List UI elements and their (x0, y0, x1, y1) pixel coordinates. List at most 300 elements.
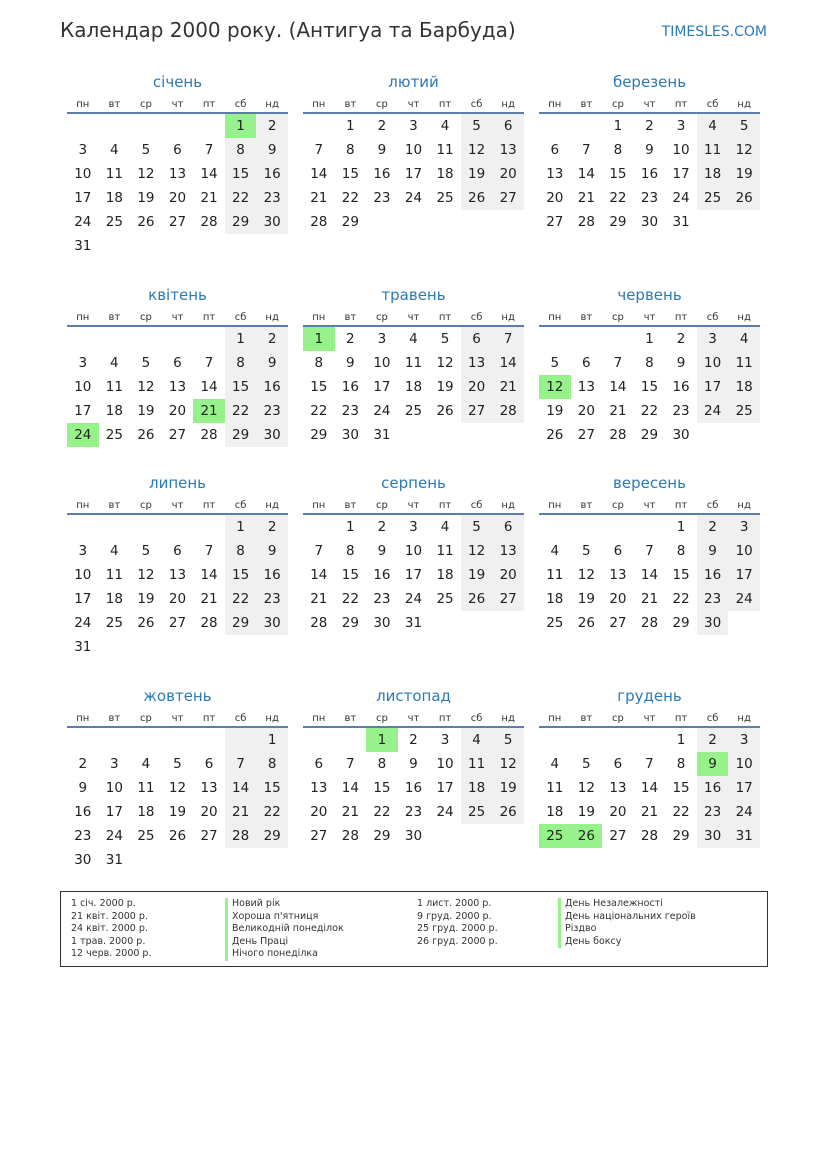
week-row (303, 515, 524, 539)
day-cell: 22 (225, 399, 257, 423)
day-cell: 19 (546, 403, 564, 419)
day-cell: 31 (105, 852, 123, 868)
empty-day-cell (99, 114, 131, 138)
day-cell: 19 (461, 563, 493, 587)
empty-day-cell (492, 423, 524, 447)
day-cell: 6 (314, 756, 324, 772)
month-name: лютий (388, 73, 439, 91)
week-row (303, 186, 524, 210)
day-cell: 5 (141, 543, 151, 559)
day-cell: 10 (404, 142, 423, 158)
day-cell: 21 (225, 800, 257, 824)
day-cell: 17 (436, 780, 454, 796)
day-cell: 10 (105, 780, 123, 796)
week-row (303, 824, 524, 848)
day-cell: 22 (256, 800, 288, 824)
day-cell: 20 (577, 403, 595, 419)
month-11 (303, 686, 524, 848)
day-cell: 23 (404, 804, 423, 820)
holiday-day-cell: 12 (539, 375, 571, 399)
day-cell: 12 (168, 780, 187, 796)
day-cell: 22 (310, 403, 328, 419)
weekday-label: вт (344, 713, 357, 724)
month-name: жовтень (143, 687, 212, 705)
week-row (67, 800, 288, 824)
day-cell: 21 (341, 804, 359, 820)
weekday-label: ср (611, 500, 624, 511)
week-row (539, 351, 760, 375)
day-cell: 13 (310, 780, 328, 796)
empty-day-cell (162, 327, 194, 351)
day-cell: 18 (436, 567, 454, 583)
day-cell: 26 (137, 214, 155, 230)
weekday-label: нд (737, 312, 751, 323)
day-cell: 3 (110, 756, 119, 772)
empty-day-cell (225, 234, 257, 258)
weekday-label: ср (611, 99, 624, 110)
day-cell: 11 (137, 780, 155, 796)
weekday-label: пт (674, 713, 688, 724)
empty-day-cell (429, 423, 461, 447)
weekday-label: ср (375, 312, 388, 323)
weekday-label: пт (438, 99, 452, 110)
day-cell: 13 (168, 379, 187, 395)
week-row (67, 423, 288, 447)
weekday-header (539, 493, 760, 515)
day-cell: 20 (492, 563, 524, 587)
day-cell: 23 (256, 186, 288, 210)
empty-day-cell (67, 728, 99, 752)
empty-day-cell (398, 210, 430, 234)
day-cell: 19 (137, 591, 155, 607)
day-cell: 9 (256, 351, 288, 375)
day-cell: 1 (346, 519, 355, 535)
week-row (539, 423, 760, 447)
month-7 (67, 473, 288, 659)
day-cell: 11 (105, 379, 123, 395)
day-cell: 27 (577, 427, 595, 443)
weekday-label: пт (202, 99, 216, 110)
day-cell: 6 (550, 142, 560, 158)
day-cell: 11 (697, 138, 729, 162)
empty-day-cell (634, 515, 666, 539)
empty-day-cell (492, 210, 524, 234)
day-cell: 20 (200, 804, 218, 820)
day-cell: 20 (461, 375, 493, 399)
weekday-label: чт (171, 713, 184, 724)
day-cell: 15 (609, 166, 627, 182)
day-cell: 5 (728, 114, 760, 138)
month-name: серпень (381, 474, 446, 492)
weekday-label: ср (375, 99, 388, 110)
day-cell: 28 (640, 828, 659, 844)
empty-day-cell (602, 728, 634, 752)
day-cell: 21 (310, 190, 328, 206)
day-cell: 29 (256, 824, 288, 848)
day-cell: 14 (310, 567, 328, 583)
day-cell: 17 (404, 567, 423, 583)
day-cell: 29 (341, 615, 359, 631)
day-cell: 19 (577, 591, 595, 607)
week-row (303, 210, 524, 234)
day-cell: 12 (137, 567, 155, 583)
legend-holiday-name: Хороша п'ятниця (225, 911, 344, 924)
day-cell: 23 (672, 403, 690, 419)
day-cell: 21 (640, 591, 659, 607)
holiday-day-cell: 25 (539, 824, 571, 848)
day-cell: 29 (640, 427, 659, 443)
day-cell: 11 (436, 543, 454, 559)
day-cell: 7 (492, 327, 524, 351)
empty-day-cell (461, 210, 493, 234)
empty-day-cell (193, 327, 225, 351)
day-cell: 4 (697, 114, 729, 138)
day-cell: 14 (310, 166, 328, 182)
day-cell: 2 (346, 331, 355, 347)
day-cell: 3 (377, 331, 387, 347)
empty-day-cell (67, 114, 99, 138)
day-cell: 9 (346, 355, 355, 371)
empty-day-cell (193, 728, 225, 752)
weekday-label: ср (375, 500, 388, 511)
week-row (67, 162, 288, 186)
weekday-label: пн (548, 500, 562, 511)
week-row (67, 515, 288, 539)
day-cell: 9 (377, 142, 387, 158)
day-cell: 10 (697, 351, 729, 375)
day-cell: 15 (310, 379, 328, 395)
day-cell: 28 (640, 615, 659, 631)
day-cell: 2 (645, 118, 654, 134)
empty-day-cell (602, 515, 634, 539)
weekday-label: вт (580, 312, 593, 323)
legend-left-dates (71, 898, 151, 961)
day-cell: 7 (314, 142, 324, 158)
day-cell: 29 (225, 423, 257, 447)
week-row (303, 728, 524, 752)
empty-day-cell (461, 824, 493, 848)
day-cell: 2 (377, 519, 387, 535)
day-cell: 13 (168, 166, 187, 182)
weekday-label: пн (76, 500, 90, 511)
empty-day-cell (130, 234, 162, 258)
day-cell: 13 (492, 539, 524, 563)
day-cell: 2 (256, 114, 288, 138)
empty-day-cell (162, 635, 194, 659)
day-cell: 4 (550, 543, 560, 559)
weekday-label: пт (674, 99, 688, 110)
day-cell: 7 (314, 543, 324, 559)
weekday-label: нд (501, 500, 515, 511)
day-cell: 10 (672, 142, 690, 158)
day-cell: 22 (672, 804, 690, 820)
week-row (303, 587, 524, 611)
empty-day-cell (162, 728, 194, 752)
month-10 (67, 686, 288, 872)
week-row (303, 776, 524, 800)
day-cell: 3 (728, 515, 760, 539)
day-cell: 27 (168, 427, 187, 443)
day-cell: 15 (373, 780, 391, 796)
week-row (67, 138, 288, 162)
day-cell: 28 (492, 399, 524, 423)
weekday-label: сб (470, 312, 483, 323)
day-cell: 3 (78, 543, 88, 559)
weekday-label: чт (171, 99, 184, 110)
day-cell: 18 (137, 804, 155, 820)
weekday-header (67, 92, 288, 114)
day-cell: 25 (404, 403, 423, 419)
day-cell: 15 (225, 375, 257, 399)
day-cell: 18 (436, 166, 454, 182)
day-cell: 29 (310, 427, 328, 443)
empty-day-cell (193, 234, 225, 258)
day-cell: 31 (74, 639, 92, 655)
day-cell: 1 (225, 327, 257, 351)
legend-date: 24 квіт. 2000 р. (71, 923, 148, 935)
weekday-label: чт (407, 713, 420, 724)
day-cell: 10 (373, 355, 391, 371)
week-row (539, 375, 760, 399)
weekday-label: чт (171, 312, 184, 323)
day-cell: 20 (310, 804, 328, 820)
day-cell: 21 (492, 375, 524, 399)
weekday-label: вт (580, 500, 593, 511)
day-cell: 31 (373, 427, 391, 443)
day-cell: 28 (200, 615, 218, 631)
empty-day-cell (225, 635, 257, 659)
empty-day-cell (130, 515, 162, 539)
day-cell: 6 (492, 114, 524, 138)
day-cell: 15 (225, 563, 257, 587)
weekday-label: вт (108, 99, 121, 110)
empty-day-cell (99, 234, 131, 258)
day-cell: 11 (728, 351, 760, 375)
day-cell: 8 (346, 543, 355, 559)
week-row (67, 351, 288, 375)
day-cell: 1 (225, 515, 257, 539)
day-cell: 21 (609, 403, 627, 419)
day-cell: 20 (168, 591, 187, 607)
day-cell: 20 (168, 403, 187, 419)
month-4 (67, 285, 288, 447)
day-cell: 9 (645, 142, 654, 158)
empty-day-cell (429, 611, 461, 635)
empty-day-cell (256, 848, 288, 872)
day-cell: 2 (377, 118, 387, 134)
day-cell: 20 (609, 804, 627, 820)
legend-date: 25 груд. 2000 р. (417, 923, 498, 935)
site-link[interactable]: TIMESLES.COM (661, 24, 767, 40)
day-cell: 7 (204, 142, 214, 158)
day-cell: 13 (200, 780, 218, 796)
holiday-day-cell: 21 (193, 399, 225, 423)
empty-day-cell (130, 848, 162, 872)
week-row (303, 611, 524, 635)
day-cell: 27 (609, 615, 627, 631)
week-row (539, 515, 760, 539)
day-cell: 1 (613, 118, 623, 134)
empty-day-cell (256, 635, 288, 659)
week-row (67, 563, 288, 587)
holiday-day-cell: 9 (697, 752, 729, 776)
week-row (539, 186, 760, 210)
day-cell: 16 (373, 567, 391, 583)
day-cell: 21 (577, 190, 595, 206)
day-cell: 14 (200, 379, 218, 395)
holiday-day-cell: 26 (571, 824, 603, 848)
day-cell: 25 (105, 615, 123, 631)
legend-holiday-name: День національних героїв (558, 911, 696, 924)
day-cell: 3 (409, 519, 418, 535)
week-row (67, 234, 288, 258)
month-name: травень (381, 286, 446, 304)
week-row (67, 611, 288, 635)
day-cell: 25 (105, 214, 123, 230)
week-row (539, 776, 760, 800)
week-row (67, 776, 288, 800)
day-cell: 27 (546, 214, 564, 230)
day-cell: 23 (74, 828, 92, 844)
day-cell: 16 (74, 804, 92, 820)
day-cell: 11 (461, 752, 493, 776)
empty-day-cell (67, 515, 99, 539)
day-cell: 29 (672, 828, 690, 844)
week-row (67, 848, 288, 872)
day-cell: 8 (225, 351, 257, 375)
day-cell: 17 (672, 166, 690, 182)
holiday-day-cell: 1 (366, 728, 398, 752)
empty-day-cell (130, 635, 162, 659)
day-cell: 6 (492, 515, 524, 539)
day-cell: 31 (672, 214, 690, 230)
day-cell: 10 (74, 567, 92, 583)
day-cell: 14 (577, 166, 595, 182)
weekday-label: сб (234, 713, 247, 724)
week-row (303, 375, 524, 399)
day-cell: 25 (728, 399, 760, 423)
day-cell: 12 (577, 780, 595, 796)
empty-day-cell (193, 848, 225, 872)
week-row (303, 162, 524, 186)
day-cell: 30 (74, 852, 92, 868)
weekday-label: чт (171, 500, 184, 511)
day-cell: 23 (373, 591, 391, 607)
empty-day-cell (461, 611, 493, 635)
day-cell: 5 (461, 515, 493, 539)
week-row (67, 399, 288, 423)
legend-date: 1 січ. 2000 р. (71, 898, 136, 909)
empty-day-cell (539, 327, 571, 351)
empty-day-cell (130, 327, 162, 351)
legend-holiday-name: Нічого понеділка (225, 948, 344, 961)
day-cell: 1 (676, 519, 686, 535)
day-cell: 14 (341, 780, 359, 796)
day-cell: 20 (492, 162, 524, 186)
day-cell: 23 (640, 190, 659, 206)
weekday-label: нд (501, 99, 515, 110)
empty-day-cell (728, 423, 760, 447)
legend-holiday-name: Новий рік (225, 898, 344, 911)
holiday-legend (60, 891, 768, 967)
day-cell: 16 (256, 375, 288, 399)
day-cell: 13 (609, 780, 627, 796)
empty-day-cell (162, 848, 194, 872)
day-cell: 28 (225, 824, 257, 848)
day-cell: 29 (225, 210, 257, 234)
day-cell: 12 (461, 138, 493, 162)
day-cell: 16 (341, 379, 359, 395)
empty-day-cell (634, 728, 666, 752)
day-cell: 30 (341, 427, 359, 443)
weekday-header (303, 493, 524, 515)
day-cell: 26 (728, 186, 760, 210)
weekday-header (67, 305, 288, 327)
day-cell: 8 (314, 355, 324, 371)
week-row (67, 728, 288, 752)
weekday-label: нд (265, 500, 279, 511)
week-row (303, 423, 524, 447)
day-cell: 31 (728, 824, 760, 848)
empty-day-cell (539, 728, 571, 752)
day-cell: 16 (373, 166, 391, 182)
day-cell: 8 (225, 539, 257, 563)
weekday-label: сб (234, 312, 247, 323)
day-cell: 4 (110, 355, 119, 371)
week-row (303, 399, 524, 423)
week-row (539, 327, 760, 351)
day-cell: 8 (256, 752, 288, 776)
month-name: червень (617, 286, 682, 304)
weekday-label: сб (706, 99, 719, 110)
week-row (67, 186, 288, 210)
day-cell: 17 (728, 563, 760, 587)
weekday-label: нд (737, 713, 751, 724)
weekday-label: ср (375, 713, 388, 724)
empty-day-cell (461, 423, 493, 447)
day-cell: 5 (141, 355, 151, 371)
page-title: Календар 2000 року. (Антигуа та Барбуда) (60, 18, 516, 42)
day-cell: 22 (640, 403, 659, 419)
day-cell: 31 (404, 615, 423, 631)
day-cell: 19 (137, 190, 155, 206)
day-cell: 16 (672, 379, 690, 395)
empty-day-cell (571, 327, 603, 351)
weekday-label: сб (470, 500, 483, 511)
weekday-label: ср (611, 713, 624, 724)
legend-holiday-name: День Незалежності (558, 898, 696, 911)
day-cell: 18 (105, 403, 123, 419)
day-cell: 9 (377, 543, 387, 559)
day-cell: 3 (78, 142, 88, 158)
weekday-label: вт (108, 312, 121, 323)
day-cell: 24 (404, 591, 423, 607)
day-cell: 25 (461, 800, 493, 824)
day-cell: 17 (373, 379, 391, 395)
day-cell: 19 (168, 804, 187, 820)
day-cell: 7 (225, 752, 257, 776)
day-cell: 13 (546, 166, 564, 182)
day-cell: 18 (404, 379, 423, 395)
day-cell: 6 (173, 142, 182, 158)
empty-day-cell (602, 327, 634, 351)
day-cell: 4 (110, 543, 119, 559)
day-cell: 15 (341, 166, 359, 182)
day-cell: 30 (697, 611, 729, 635)
day-cell: 8 (676, 756, 686, 772)
day-cell: 7 (582, 142, 591, 158)
day-cell: 16 (256, 162, 288, 186)
